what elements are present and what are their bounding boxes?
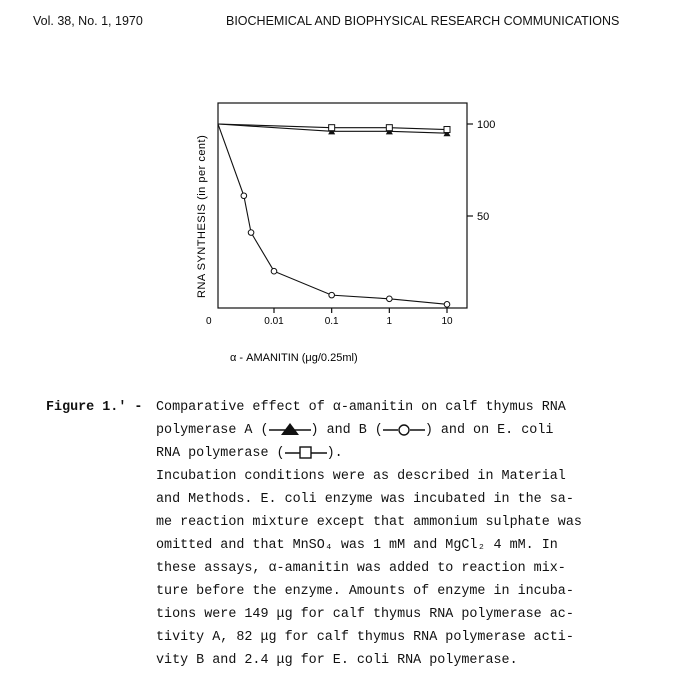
legend-triangle-icon (269, 422, 311, 436)
x-tick-label: 0 (206, 316, 212, 327)
y-tick-label: 100 (477, 119, 496, 131)
plot-frame (218, 103, 467, 308)
data-point-circle (387, 296, 393, 302)
figure-label: Figure 1.' - (46, 400, 143, 415)
caption-body-5: ture before the enzyme. Amounts of enzyme in incuba- (156, 584, 574, 599)
x-axis-label: α - AMANITIN (μg/0.25ml) (230, 352, 358, 364)
legend-circle-icon (383, 422, 425, 436)
caption-line-3a: RNA polymerase ( (156, 446, 285, 461)
caption-body-1: and Methods. E. coli enzyme was incubated in the sa- (156, 492, 574, 507)
journal-title: BIOCHEMICAL AND BIOPHYSICAL RESEARCH COMMUNICATIONS (226, 14, 620, 28)
caption-line-2a: polymerase A ( (156, 423, 269, 438)
caption-body-7: tivity A, 82 μg for calf thymus RNA polymerase acti- (156, 630, 574, 645)
caption-body-6: tions were 149 μg for calf thymus RNA polymerase ac- (156, 607, 574, 622)
x-tick-label: 0.1 (324, 316, 339, 327)
caption-body-0: Incubation conditions were as described in Material (156, 469, 566, 484)
series-line (218, 124, 447, 304)
x-tick-label: 0.01 (264, 316, 284, 327)
data-point-circle (444, 302, 450, 308)
y-axis-label: RNA SYNTHESIS (in per cent) (196, 134, 208, 298)
caption-body-3: omitted and that MnSO₄ was 1 mM and MgCl₂ 4 mM. In (156, 538, 558, 553)
caption-line-3b: ). (326, 446, 343, 461)
data-point-square (444, 127, 450, 133)
data-point-square (386, 125, 392, 131)
caption-line-1: Comparative effect of α-amanitin on calf thymus RNA (156, 400, 566, 415)
caption-body-4: these assays, α-amanitin was added to reaction mix- (156, 561, 566, 576)
data-point-circle (241, 193, 247, 199)
caption-body-8: vity B and 2.4 μg for E. coli RNA polymerase. (156, 653, 518, 668)
data-point-circle (248, 230, 254, 236)
data-point-circle (271, 268, 277, 274)
legend-square-icon (285, 445, 327, 459)
volume-header: Vol. 38, No. 1, 1970 (33, 14, 143, 28)
caption-body-2: me reaction mixture except that ammonium sulphate was (156, 515, 582, 530)
x-tick-label: 1 (386, 316, 393, 327)
data-point-circle (329, 292, 335, 298)
caption-line-2b: ) and B ( (310, 423, 383, 438)
data-point-square (329, 125, 335, 131)
figure-caption (156, 396, 582, 672)
x-tick-label: 10 (441, 316, 453, 327)
caption-line-2c: ) and on E. coli (424, 423, 554, 438)
y-tick-label: 50 (477, 211, 490, 223)
